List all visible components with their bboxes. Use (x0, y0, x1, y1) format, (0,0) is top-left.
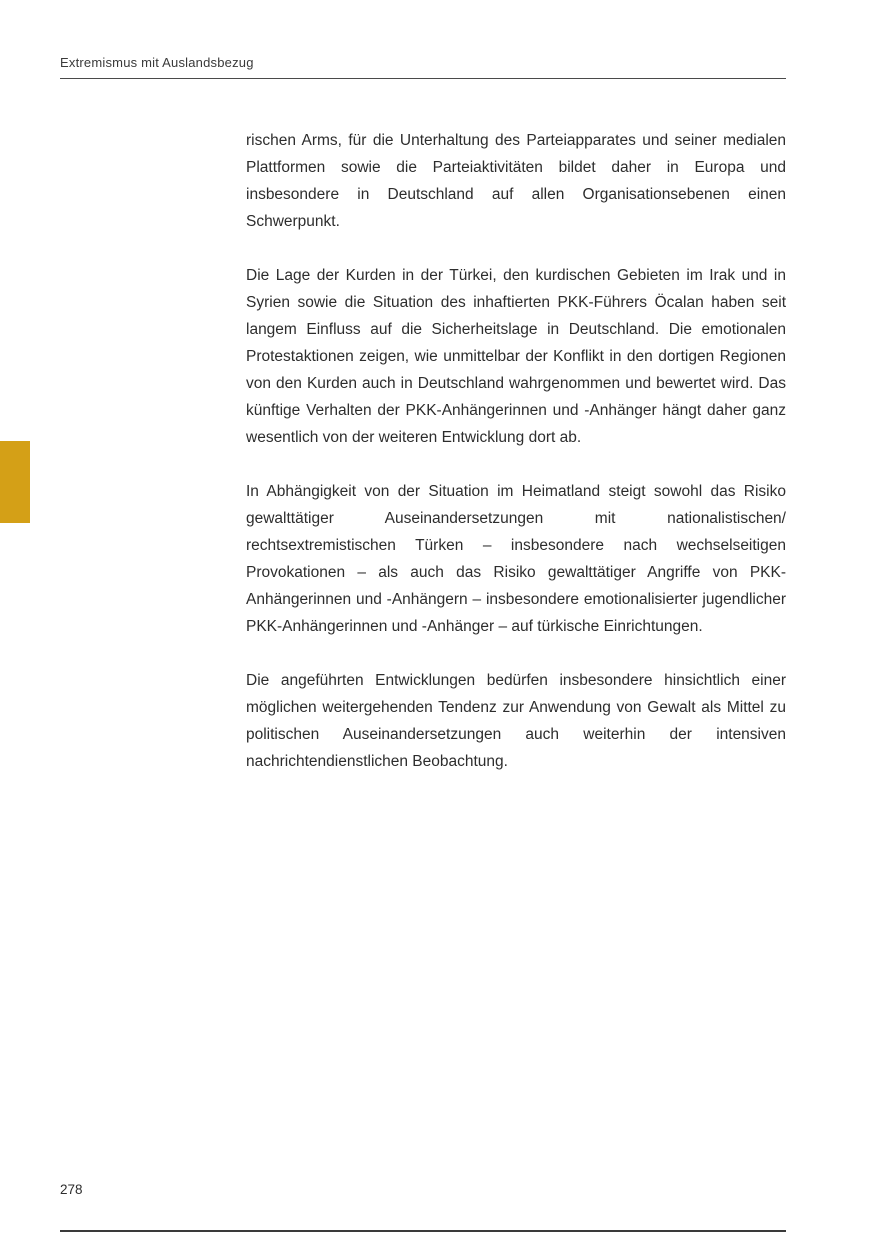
paragraph: Die Lage der Kurden in der Türkei, den kurdischen Gebieten im Irak und in Syrien sowie die Situation des inhaftierten PKK-Führers Öcalan haben seit langem Einfluss auf die Sicherheitslage in Deutschland. Die emotionalen Protestaktionen zeigen, wie unmittelbar der Konflikt in den dortigen Regionen von den Kurden auch in Deutschland wahrgenommen und bewertet wird. Das künftige Verhalten der PKK-Anhängerinnen und -Anhänger hängt daher ganz wesentlich von der weiteren Entwicklung dort ab. (246, 267, 786, 446)
running-header: Extremismus mit Auslandsbezug (60, 55, 254, 70)
body-text-column (246, 127, 786, 802)
paragraph: Die angeführten Entwicklungen bedürfen insbesondere hinsichtlich einer möglichen weitergehenden Tendenz zur Anwendung von Gewalt als Mittel zu politischen Auseinandersetzungen auch weiterhin der intensiven nachrichtendienstlichen Beobachtung. (246, 672, 786, 770)
header-rule (60, 78, 786, 79)
paragraph: rischen Arms, für die Unterhaltung des Parteiapparates und seiner medialen Plattformen sowie die Parteiaktivitäten bildet daher in Europa und insbesondere in Deutschland auf allen Organisationsebenen einen Schwerpunkt. (246, 132, 786, 230)
margin-marker (0, 441, 30, 523)
paragraph: In Abhängigkeit von der Situation im Heimatland steigt sowohl das Risiko gewalttätiger Auseinandersetzungen mit nationalistischen/ rechtsextremistischen Türken – insbesondere nach wechselseitigen Provokationen – als auch das Risiko gewalttätiger Angriffe von PKK-Anhängerinnen und -Anhängern – insbesondere emotionalisierter jugendlicher PKK-Anhängerinnen und -Anhänger – auf türkische Einrichtungen. (246, 483, 786, 635)
footer-rule (60, 1230, 786, 1232)
page-number: 278 (60, 1182, 83, 1197)
